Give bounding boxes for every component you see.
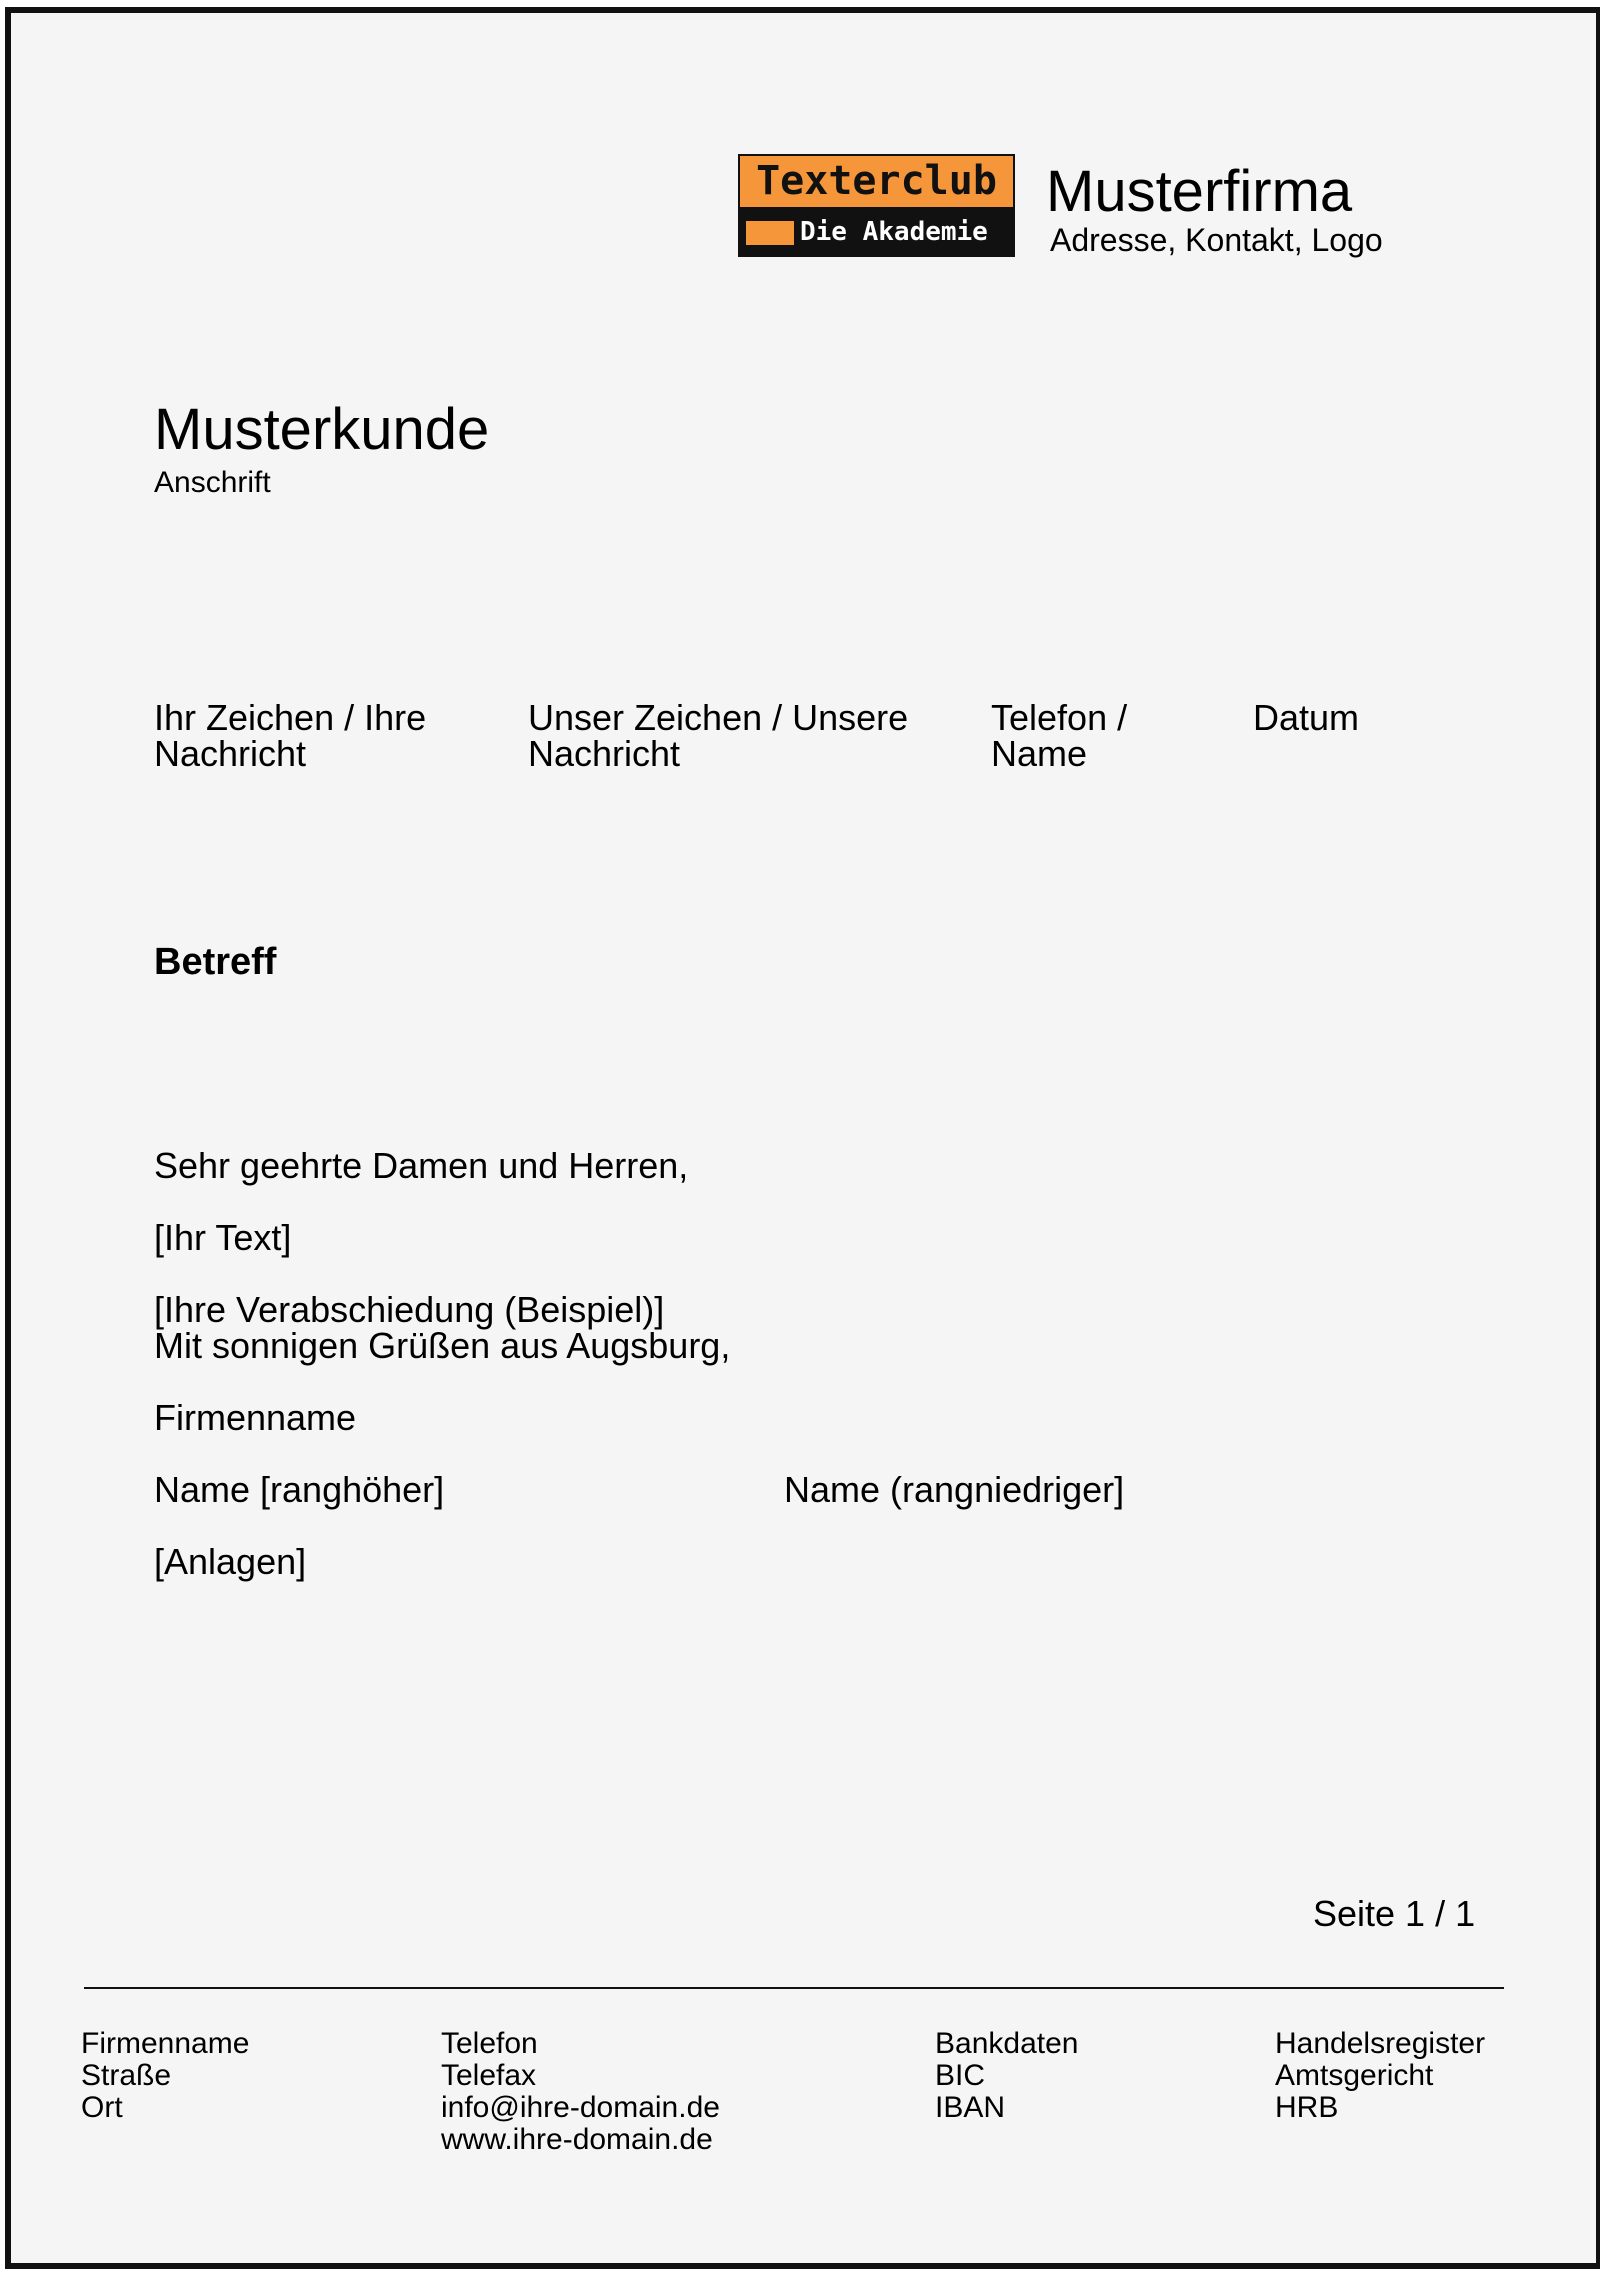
closing: Mit sonnigen Grüßen aus Augsburg, xyxy=(154,1325,731,1366)
logo-bottom-text: Die Akademie xyxy=(800,217,988,247)
footer-contact-info: Telefon Telefax info@ihre-domain.de www.ihre-domain.de xyxy=(441,2027,720,2156)
attachments: [Anlagen] xyxy=(154,1541,307,1582)
subject-heading: Betreff xyxy=(154,941,277,983)
ref-your-sign: Ihr Zeichen / Ihre Nachricht xyxy=(154,697,427,774)
footer-bank-info: Bankdaten BIC IBAN xyxy=(935,2027,1079,2124)
ref-our-sign: Unser Zeichen / Unsere Nachricht xyxy=(528,697,909,774)
recipient-address: Anschrift xyxy=(154,466,271,499)
signer-senior: Name [ranghöher] xyxy=(154,1469,445,1510)
company-name: Musterfirma xyxy=(1046,159,1353,224)
footer-company-info: Firmenname Straße Ort xyxy=(81,2027,250,2124)
footer-register-info: Handelsregister Amtsgericht HRB xyxy=(1275,2027,1486,2124)
recipient-name: Musterkunde xyxy=(154,397,490,462)
texterclub-logo xyxy=(738,154,1015,257)
salutation: Sehr geehrte Damen und Herren, xyxy=(154,1145,689,1186)
footer-divider xyxy=(84,1987,1504,1989)
body-text: [Ihr Text] xyxy=(154,1217,292,1258)
ref-date: Datum xyxy=(1253,697,1360,738)
page-number: Seite 1 / 1 xyxy=(1313,1893,1476,1934)
closing-hint: [Ihre Verabschiedung (Beispiel)] xyxy=(154,1289,665,1330)
logo-orange-bar xyxy=(746,221,794,245)
logo-top-text: Texterclub xyxy=(740,156,1013,207)
signer-junior: Name (rangniedriger] xyxy=(784,1469,1125,1510)
company-subtitle: Adresse, Kontakt, Logo xyxy=(1050,222,1383,258)
signature-company: Firmenname xyxy=(154,1397,357,1438)
ref-phone-name: Telefon / Name xyxy=(991,697,1128,774)
